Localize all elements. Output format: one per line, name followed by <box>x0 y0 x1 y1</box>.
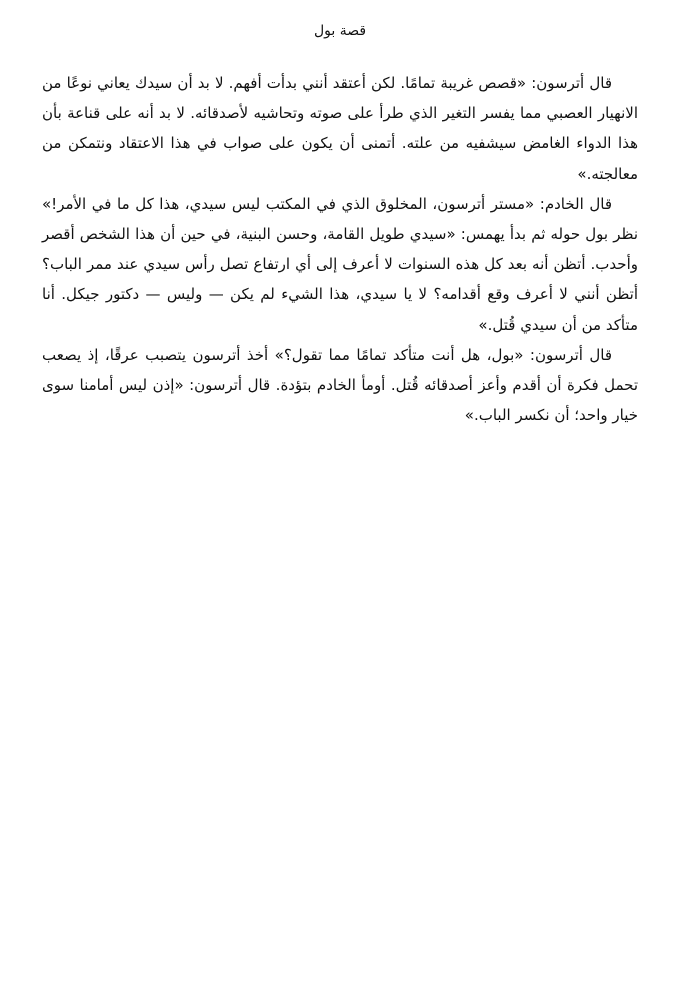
paragraph-3: قال أترسون: «بول، هل أنت متأكد تمامًا مما تقول؟» أخذ أترسون يتصبب عرقًا، إذ يصعب تحمل فكرة أن أقدم وأعز أصدقائه قُتل. أومأ الخادم بتؤدة. قال أترسون: «إذن ليس أمامنا سوى خيار واحد؛ أن نكسر الباب.» <box>42 345 638 425</box>
paragraph-2: قال الخادم: «مستر أترسون، المخلوق الذي في المكتب ليس سيدي، هذا كل ما في الأمر!» نظر بول حوله ثم بدأ يهمس: «سيدي طويل القامة، وحسن البنية، في حين أن هذا الشخص أقصر وأحدب. أتظن أنه بعد كل هذه السنوات لا أعرف إلى أي ارتفاع تصل رأس سيدي عند ممر الباب؟ أتظن أنني لا أعرف وقع أقدامه؟ لا يا سيدي، هذا الشيء لم يكن — وليس — دكتور جيكل. أنا متأكد من أن سيدي قُتل.» <box>42 194 638 334</box>
story-body <box>42 68 638 430</box>
paragraph-1: قال أترسون: «قصص غريبة تمامًا. لكن أعتقد أنني بدأت أفهم. لا بد أن سيدك يعاني نوعًا من الانهيار العصبي مما يفسر التغير الذي طرأ على صوته وتحاشيه لأصدقائه. لا بد أنه على قناعة بأن هذا الدواء الغامض سيشفيه من علته. أتمنى أن يكون على صواب في هذا الاعتقاد ونتمكن من معالجته.» <box>42 74 638 183</box>
page-header-title: قصة بول <box>313 23 367 39</box>
